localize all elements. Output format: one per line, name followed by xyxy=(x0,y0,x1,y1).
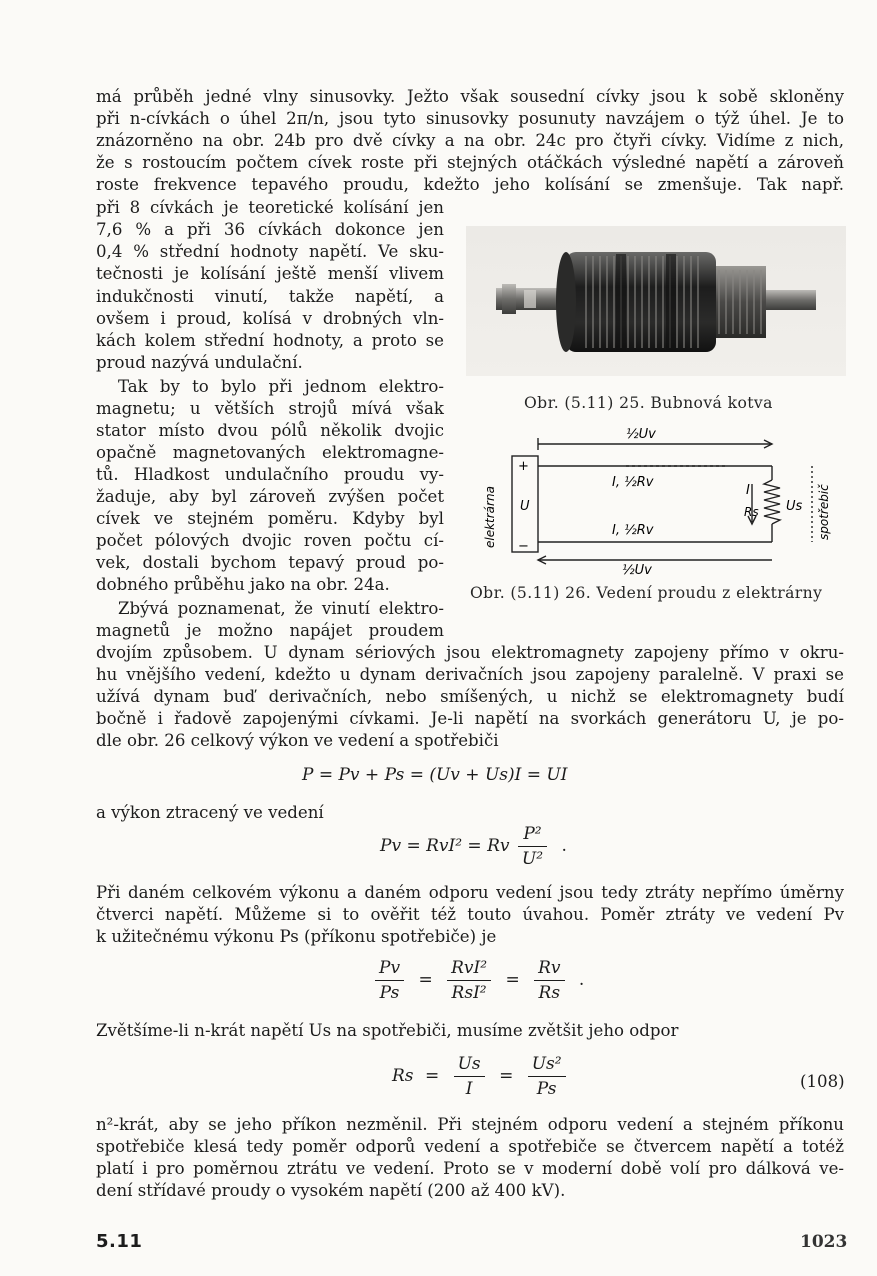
text-line: tečnosti je kolísání ještě menší vlivem xyxy=(96,264,444,283)
fraction xyxy=(447,958,491,1003)
fraction-denominator: RsI² xyxy=(451,983,487,1003)
text-line: Tak by to bylo při jednom elektro- xyxy=(118,377,444,396)
text-line: bočně i řadově zapojenými cívkami. Je-li napětí na svorkách generátoru U, je po- xyxy=(96,709,844,728)
fraction xyxy=(528,1054,566,1099)
text-line: magnetu; u větších strojů mívá však xyxy=(96,399,444,418)
label-minus: − xyxy=(518,539,529,554)
fraction-numerator: Us² xyxy=(528,1054,566,1077)
text-line: dle obr. 26 celkový výkon ve vedení a spotřebiči xyxy=(96,731,499,750)
label-plus: + xyxy=(518,459,529,474)
text-line: opačně magnetovaných elektromagne- xyxy=(96,443,444,462)
text-line: hu vnějšího vedení, kdežto u dynam derivačních jsou zapojeny paralelně. V praxi se xyxy=(96,665,844,684)
text-line: cívek ve stejném poměru. Kdyby byl xyxy=(96,509,444,528)
fraction-numerator: Pv xyxy=(375,958,404,981)
fraction xyxy=(534,958,564,1003)
label-I: I xyxy=(746,483,750,498)
text-line: k užitečnému výkonu Ps (příkonu spotřebiče) je xyxy=(96,927,497,946)
text-line: počet pólových dvojic roven počtu cí- xyxy=(96,531,444,550)
equation-consumer-resistance: Rs = $\frac{Us}{I}$ = $\frac{\text{Us²}}{Ps}$ xyxy=(392,1054,569,1099)
fraction-denominator: Rs xyxy=(538,983,561,1003)
label-Rs: Rs xyxy=(744,505,759,519)
fraction-numerator: Us xyxy=(454,1054,485,1077)
section-number: 5.11 xyxy=(96,1231,143,1252)
fraction-denominator: I xyxy=(465,1079,473,1099)
text-line: kách kolem střední hodnoty, a proto se xyxy=(96,331,444,350)
text-line: při n-cívkách o úhel 2π/n, jsou tyto sinusovky posunuty navzájem o týž úhel. Je to xyxy=(96,109,844,128)
label-top-voltage: ½Uv xyxy=(626,427,656,442)
fraction xyxy=(375,958,404,1003)
text-line: 0,4 % střední hodnoty napětí. Ve sku- xyxy=(96,242,444,261)
text-line: roste frekvence tepavého proudu, kdežto jeho kolísání se zmenšuje. Tak např. xyxy=(96,175,844,194)
text-line: magnetů je možno napájet proudem xyxy=(96,621,444,640)
equation-lhs: Rs xyxy=(392,1066,414,1086)
text-line: platí i pro poměrnou ztrátu ve vedení. Proto se v moderní době volí pro dálková ve- xyxy=(96,1159,844,1178)
figure-25-caption: Obr. (5.11) 25. Bubnová kotva xyxy=(524,394,773,412)
text-line: proud nazývá undulační. xyxy=(96,353,303,372)
text-line: dvojím způsobem. U dynam sériových jsou elektromagnety zapojeny přímo v okru- xyxy=(96,643,844,662)
text-line: n²-krát, aby se jeho příkon nezměnil. Při stejném odporu vedení a stejném příkonu xyxy=(96,1115,844,1134)
label-U: U xyxy=(520,499,530,514)
fraction-denominator: Ps xyxy=(379,983,400,1003)
power-line-circuit-diagram xyxy=(466,418,846,578)
fraction-denominator: U² xyxy=(521,849,544,869)
text-line: 7,6 % a při 36 cívkách dokonce jen xyxy=(96,220,444,239)
text-line: že s rostoucím počtem cívek roste při stejných otáčkách výsledné napětí a zároveň xyxy=(96,153,844,172)
figure-26-caption: Obr. (5.11) 26. Vedení proudu z elektrárny xyxy=(470,584,823,602)
text-line: ovšem i proud, kolísá v drobných vln- xyxy=(96,309,444,328)
label-Us: Us xyxy=(786,499,803,514)
text-line: má průběh jedné vlny sinusovky. Ježto však sousední cívky jsou k sobě skloněny xyxy=(96,87,844,106)
text-line: spotřebiče klesá tedy poměr odporů vedení a spotřebiče se čtvercem napětí a totéž xyxy=(96,1137,844,1156)
equation-number: (108) xyxy=(800,1072,845,1091)
fraction-numerator: P² xyxy=(518,824,547,847)
equation-total-power: P = Pv + Ps = (Uv + Us)I = UI xyxy=(302,765,568,785)
text-line: čtverci napětí. Můžeme si to ověřit též touto úvahou. Poměr ztráty ve vedení Pv xyxy=(96,905,844,924)
text-line: stator místo dvou pólů několik dvojic xyxy=(96,421,444,440)
label-power-plant: elektrárna xyxy=(483,486,497,548)
label-consumer: spotřebič xyxy=(817,484,831,540)
text-line: vek, dostali bychom tepavý proud po- xyxy=(96,553,444,572)
text-line: a výkon ztracený ve vedení xyxy=(96,803,324,822)
text-line: znázorněno na obr. 24b pro dvě cívky a na obr. 24c pro čtyři cívky. Vidíme z nich, xyxy=(96,131,844,150)
fraction xyxy=(518,824,547,869)
text-line: žaduje, aby byl zároveň zvýšen počet xyxy=(96,487,444,506)
fraction xyxy=(454,1054,485,1099)
equation-loss-ratio: $\frac{Pv}{Ps}$ = $\frac{\text{RvI²}}{\text{RsI²}}$ = $\frac{Rv}{Rs}$ . xyxy=(372,958,590,1003)
text-line: Zbývá poznamenat, že vinutí elektro- xyxy=(118,599,444,618)
drum-armature-photo xyxy=(466,226,846,376)
text-line: indukčnosti vinutí, takže napětí, a xyxy=(96,287,444,306)
text-line: tů. Hladkost undulačního proudu vy- xyxy=(96,465,444,484)
text-line: při 8 cívkách je teoretické kolísání jen xyxy=(96,198,444,217)
label-upper-wire: I, ½Rv xyxy=(612,475,654,490)
page-number: 1023 xyxy=(800,1232,848,1252)
text-line: Při daném celkovém výkonu a daném odporu vedení jsou tedy ztráty nepřímo úměrny xyxy=(96,883,844,902)
label-bottom-voltage: ½Uv xyxy=(622,563,652,578)
label-lower-wire: I, ½Rv xyxy=(612,523,654,538)
equation-lhs: Pv = RvI² = Rv xyxy=(380,836,510,856)
text-line: dení střídavé proudy o vysokém napětí (200 až 400 kV). xyxy=(96,1181,566,1200)
text-line: dobného průběhu jako na obr. 24a. xyxy=(96,575,390,594)
equation-loss-power: Pv = RvI² = Rv $\frac{\text{P²}}{\text{U²}}$ . xyxy=(380,824,567,869)
text-line: užívá dynam buď derivačních, nebo smíšených, u nichž se elektromagnety budí xyxy=(96,687,844,706)
fraction-numerator: RvI² xyxy=(447,958,491,981)
fraction-numerator: Rv xyxy=(534,958,564,981)
text-line: Zvětšíme-li n-krát napětí Us na spotřebiči, musíme zvětšit jeho odpor xyxy=(96,1021,679,1040)
fraction-denominator: Ps xyxy=(536,1079,557,1099)
